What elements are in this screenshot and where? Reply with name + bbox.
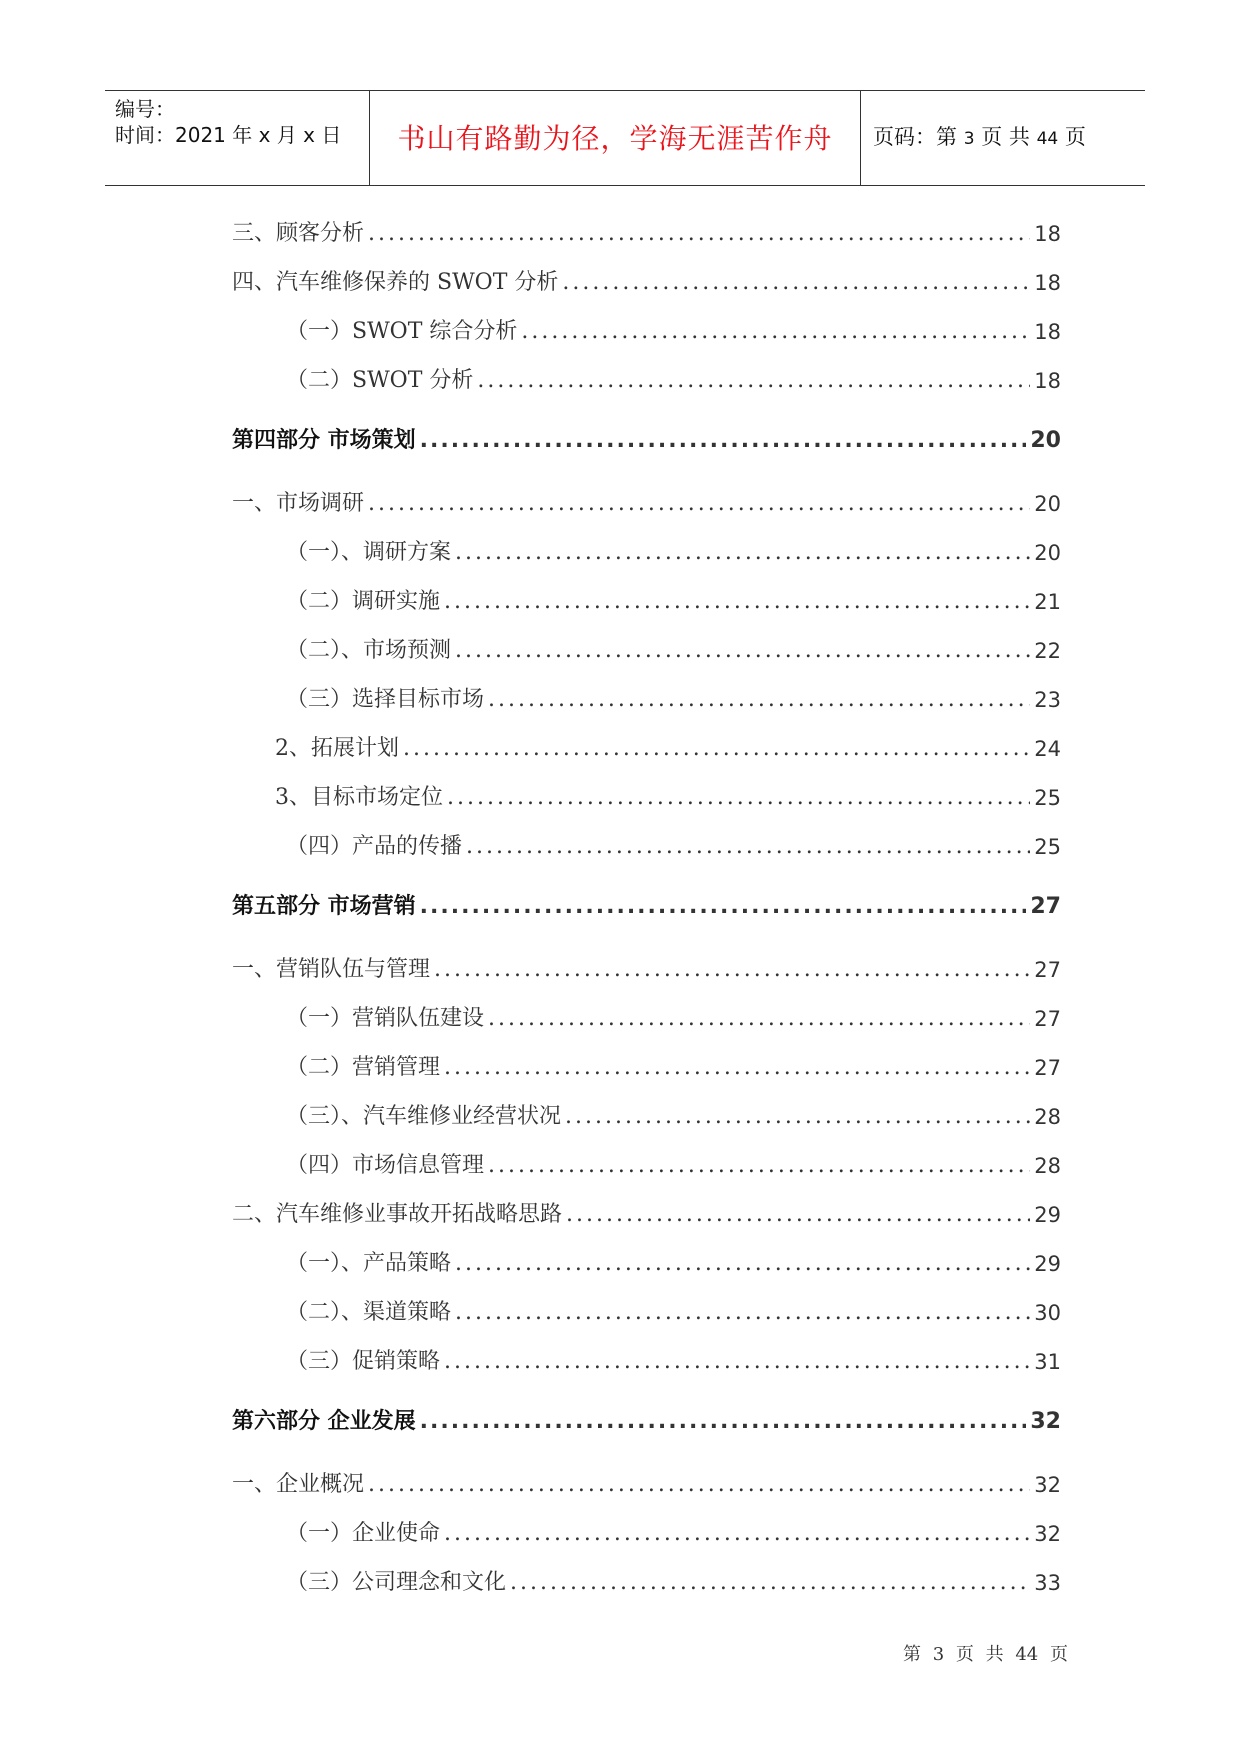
toc-entry[interactable] (286, 830, 1061, 860)
toc-page-number: 32 (1034, 1522, 1061, 1546)
toc-entry[interactable] (286, 1566, 1061, 1596)
toc-entry-title: （四）产品的传播 (286, 834, 463, 859)
toc-entry[interactable] (275, 781, 1061, 811)
toc-entry-title: 二、汽车维修业事故开拓战略思路 (232, 1202, 563, 1227)
toc-entry[interactable] (286, 585, 1061, 615)
toc-section-heading[interactable] (232, 424, 1061, 454)
toc-leader-dots (444, 589, 1030, 615)
toc-entry[interactable] (275, 732, 1061, 762)
toc-page-number: 27 (1034, 958, 1061, 982)
toc-page-number: 18 (1034, 271, 1061, 295)
toc-section-heading[interactable] (232, 890, 1061, 920)
toc-entry-title: （一）营销队伍建设 (286, 1006, 485, 1031)
toc-page-number: 30 (1034, 1301, 1061, 1325)
toc-leader-dots (488, 687, 1030, 713)
toc-page-number: 32 (1030, 1409, 1061, 1434)
page-total: 44 (1036, 129, 1059, 149)
toc-entry[interactable] (286, 315, 1061, 345)
toc-page-number: 23 (1034, 688, 1061, 712)
date-text: 时间：2021 年 x 月 x 日 (115, 123, 342, 147)
toc-entry[interactable] (232, 487, 1061, 517)
toc-leader-dots (455, 1251, 1030, 1277)
toc-page-number: 22 (1034, 639, 1061, 663)
toc-leader-dots (444, 1349, 1030, 1375)
toc-entry-title: 3、目标市场定位 (275, 785, 443, 810)
toc-entry-title: （二）SWOT 分析 (286, 368, 474, 393)
toc-leader-dots (368, 1472, 1030, 1498)
toc-entry-title: （三）选择目标市场 (286, 687, 485, 712)
toc-entry[interactable] (286, 1247, 1061, 1277)
toc-page-number: 27 (1030, 894, 1061, 919)
toc-page-number: 27 (1034, 1056, 1061, 1080)
toc-entry[interactable] (286, 1051, 1061, 1081)
toc-leader-dots (562, 270, 1030, 296)
toc-entry-title: （一）、调研方案 (286, 540, 452, 565)
toc-leader-dots (403, 736, 1030, 762)
toc-entry[interactable] (286, 536, 1061, 566)
toc-entry[interactable] (232, 1468, 1061, 1498)
toc-leader-dots (566, 1202, 1030, 1228)
page-label-prefix: 页码：第 (873, 125, 957, 149)
toc-entry-title: 三、顾客分析 (232, 221, 365, 246)
toc-page-number: 28 (1034, 1105, 1061, 1129)
toc-page-number: 31 (1034, 1350, 1061, 1374)
toc-entry[interactable] (232, 1198, 1061, 1228)
toc-page-number: 33 (1034, 1571, 1061, 1595)
toc-entry[interactable] (286, 1100, 1061, 1130)
toc-leader-dots (565, 1104, 1030, 1130)
toc-entry[interactable] (232, 217, 1061, 247)
toc-leader-dots (488, 1153, 1030, 1179)
toc-entry-title: （二）调研实施 (286, 589, 441, 614)
toc-page-number: 20 (1030, 428, 1061, 453)
toc-page-number: 20 (1034, 541, 1061, 565)
toc-entry-title: 第五部分 市场营销 (232, 894, 416, 919)
toc-page-number: 27 (1034, 1007, 1061, 1031)
toc-page-number: 18 (1034, 320, 1061, 344)
toc-leader-dots (444, 1055, 1030, 1081)
toc-leader-dots (455, 540, 1030, 566)
toc-entry-title: （三）公司理念和文化 (286, 1570, 507, 1595)
toc-leader-dots (420, 428, 1027, 454)
toc-entry-title: 第六部分 企业发展 (232, 1409, 416, 1434)
toc-entry-title: 一、市场调研 (232, 491, 365, 516)
toc-entry-title: 四、汽车维修保养的 SWOT 分析 (232, 270, 559, 295)
motto: 书山有路勤为径，学海无涯苦作舟 (397, 122, 833, 155)
toc-page-number: 24 (1034, 737, 1061, 761)
toc-page-number: 32 (1034, 1473, 1061, 1497)
toc-entry-title: （一）企业使命 (286, 1521, 441, 1546)
toc-leader-dots (455, 1300, 1030, 1326)
toc-entry-title: 第四部分 市场策划 (232, 428, 416, 453)
toc-leader-dots (368, 221, 1030, 247)
toc-entry[interactable] (286, 364, 1061, 394)
toc-leader-dots (455, 638, 1030, 664)
toc-entry-title: （四）市场信息管理 (286, 1153, 485, 1178)
toc-entry-title: （二）、渠道策略 (286, 1300, 452, 1325)
page-footer: 第 3 页 共 44 页 (903, 1644, 1068, 1665)
toc-leader-dots (477, 368, 1030, 394)
toc-entry-title: （三）促销策略 (286, 1349, 441, 1374)
serial-label: 编号： (115, 97, 175, 121)
toc-page-number: 18 (1034, 222, 1061, 246)
toc-page-number: 20 (1034, 492, 1061, 516)
toc-leader-dots (521, 319, 1030, 345)
toc-leader-dots (447, 785, 1030, 811)
toc-leader-dots (434, 957, 1030, 983)
toc-section-heading[interactable] (232, 1405, 1061, 1435)
toc-leader-dots (368, 491, 1030, 517)
toc-entry[interactable] (286, 1345, 1061, 1375)
toc-page-number: 28 (1034, 1154, 1061, 1178)
toc-entry-title: 一、营销队伍与管理 (232, 957, 431, 982)
toc-entry[interactable] (286, 1517, 1061, 1547)
toc-entry-title: 2、拓展计划 (275, 736, 399, 761)
toc-page-number: 29 (1034, 1203, 1061, 1227)
toc-leader-dots (420, 1409, 1027, 1435)
toc-entry-title: （一）SWOT 综合分析 (286, 319, 518, 344)
page-number: 3 (963, 129, 975, 149)
toc-page-number: 21 (1034, 590, 1061, 614)
toc-entry-title: （二）营销管理 (286, 1055, 441, 1080)
toc-entry[interactable] (232, 266, 1061, 296)
toc-leader-dots (444, 1521, 1030, 1547)
toc-leader-dots (510, 1570, 1030, 1596)
toc-entry[interactable] (232, 953, 1061, 983)
toc-entry-title: （一）、产品策略 (286, 1251, 452, 1276)
toc-entry-title: （三）、汽车维修业经营状况 (286, 1104, 562, 1129)
toc-entry[interactable] (286, 1002, 1061, 1032)
toc-entry[interactable] (286, 1296, 1061, 1326)
toc-entry[interactable] (286, 683, 1061, 713)
toc-page-number: 29 (1034, 1252, 1061, 1276)
page-label-mid: 页 共 (981, 125, 1030, 149)
toc-entry[interactable] (286, 1149, 1061, 1179)
toc-leader-dots (466, 834, 1030, 860)
toc-page-number: 25 (1034, 786, 1061, 810)
toc-page-number: 25 (1034, 835, 1061, 859)
page-label-suffix: 页 (1064, 125, 1086, 149)
toc-leader-dots (420, 894, 1027, 920)
toc-entry-title: （二）、市场预测 (286, 638, 452, 663)
toc-entry[interactable] (286, 634, 1061, 664)
toc-leader-dots (488, 1006, 1030, 1032)
toc-entry-title: 一、企业概况 (232, 1472, 365, 1497)
toc-page-number: 18 (1034, 369, 1061, 393)
